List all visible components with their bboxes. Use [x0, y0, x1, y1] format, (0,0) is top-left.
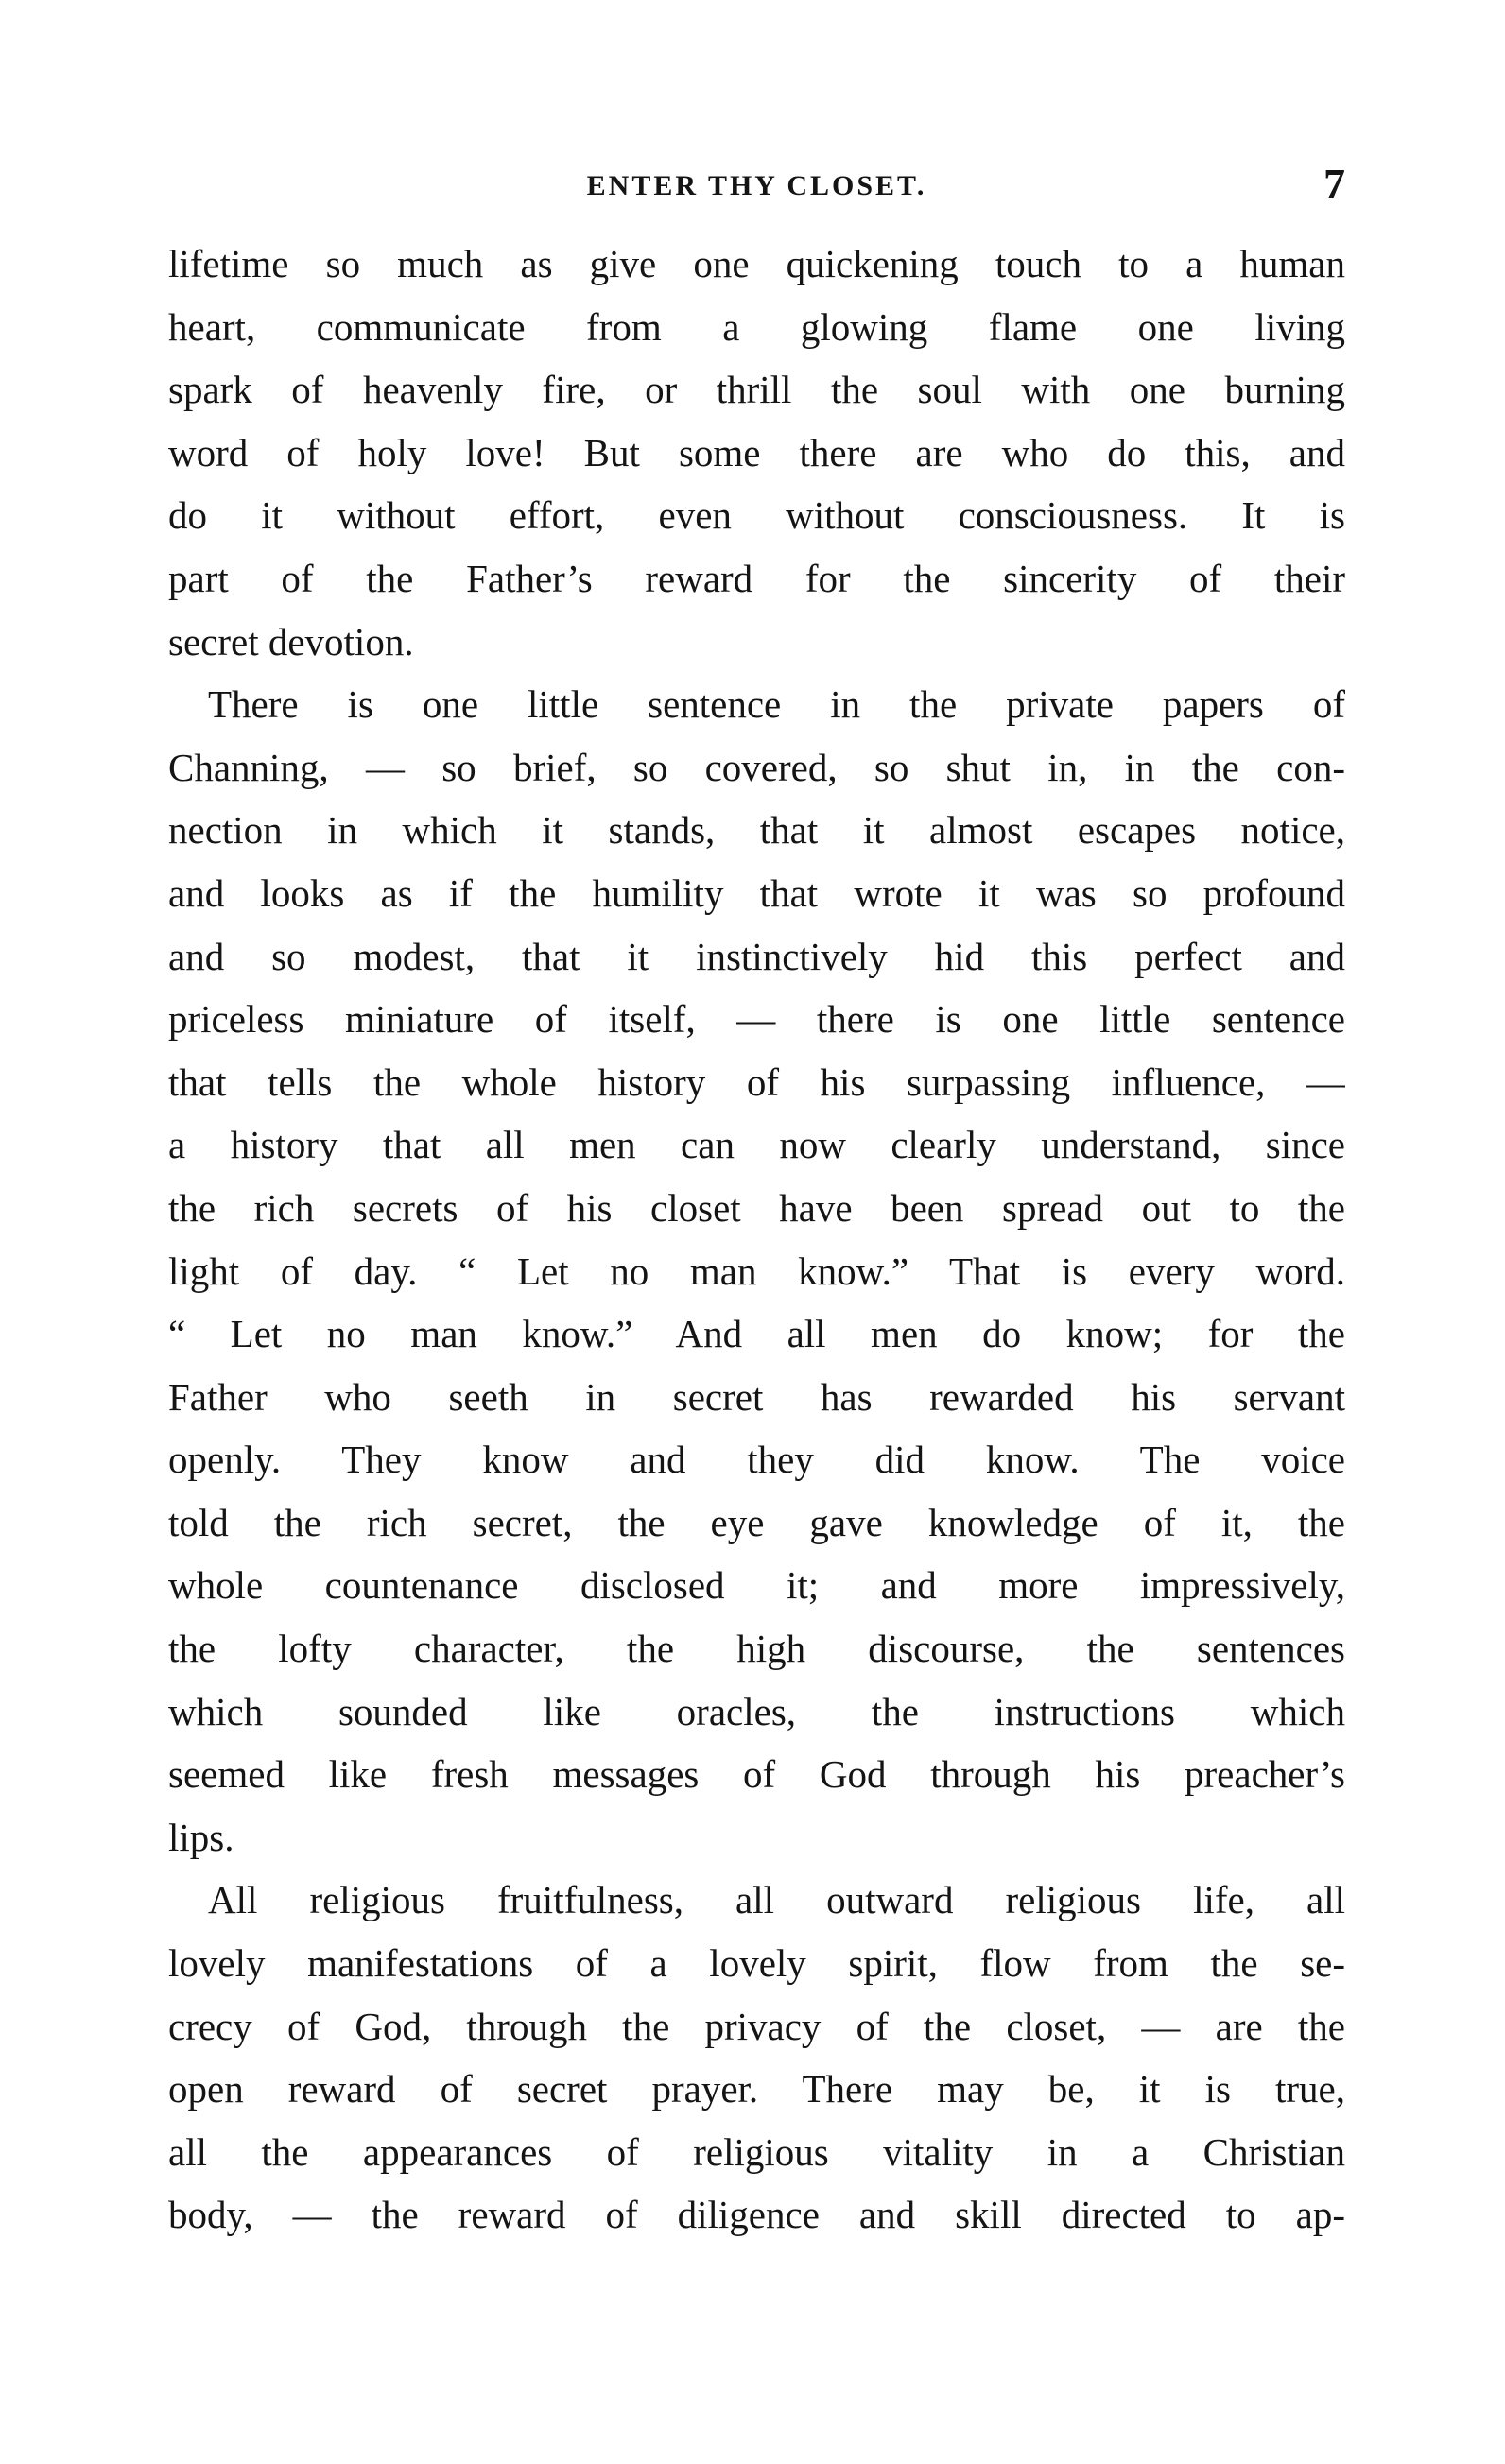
text-line: open reward of secret prayer. There may be, it is true,	[168, 2067, 1345, 2111]
text-line: seemed like fresh messages of God through his preacher’s	[168, 1752, 1345, 1797]
text-line: Channing, — so brief, so covered, so shut in, in the con-	[168, 745, 1345, 789]
text-line: part of the Father’s reward for the sincerity of their	[168, 556, 1345, 600]
text-line: word of holy love! But some there are who do this, and	[168, 430, 1345, 474]
text-line: told the rich secret, the eye gave knowledge of it, the	[168, 1500, 1345, 1544]
text-line: all the appearances of religious vitality in a Christian	[168, 2129, 1345, 2174]
running-head	[168, 159, 1345, 215]
text-line: spark of heavenly fire, or thrill the soul with one burning	[168, 368, 1345, 412]
text-line: body, — the reward of diligence and skill directed to ap-	[168, 2193, 1345, 2237]
text-line: lovely manifestations of a lovely spirit, flow from the se-	[168, 1941, 1345, 1986]
text-line: All religious fruitfulness, all outward religious life, all	[208, 1878, 1345, 1922]
text-line: heart, communicate from a glowing flame one living	[168, 304, 1345, 349]
text-line: Father who seeth in secret has rewarded his servant	[168, 1374, 1345, 1419]
text-line: “ Let no man know.” And all men do know; for the	[168, 1312, 1345, 1356]
text-line: that tells the whole history of his surpassing influence, —	[168, 1060, 1345, 1104]
text-line: and so modest, that it instinctively hid this perfect and	[168, 934, 1345, 978]
text-line: priceless miniature of itself, — there is one little sentence	[168, 997, 1345, 1042]
text-line: whole countenance disclosed it; and more impressively,	[168, 1563, 1345, 1608]
text-line: a history that all men can now clearly understand, since	[168, 1123, 1345, 1167]
text-line: openly. They know and they did know. The voice	[168, 1438, 1345, 1482]
running-title: ENTER THY CLOSET.	[586, 170, 927, 201]
page-number: 7	[1323, 160, 1345, 208]
text-line: the lofty character, the high discourse, the sentences	[168, 1627, 1345, 1671]
text-line: There is one little sentence in the private papers of	[208, 682, 1345, 727]
text-line: and looks as if the humility that wrote it was so profound	[168, 870, 1345, 915]
text-line: lips.	[168, 1815, 234, 1859]
text-line: crecy of God, through the privacy of the closet, — are the	[168, 2004, 1345, 2048]
text-line: lifetime so much as give one quickening touch to a human	[168, 242, 1345, 285]
text-line: the rich secrets of his closet have been spread out to the	[168, 1185, 1345, 1230]
text-line: do it without effort, even without consciousness. It is	[168, 493, 1345, 538]
text-line: light of day. “ Let no man know.” That is every word.	[168, 1249, 1345, 1293]
text-line: nection in which it stands, that it almost escapes notice,	[168, 808, 1345, 853]
text-line: secret devotion.	[168, 619, 414, 663]
text-line: which sounded like oracles, the instructions which	[168, 1689, 1345, 1733]
body-text	[168, 233, 1345, 2247]
